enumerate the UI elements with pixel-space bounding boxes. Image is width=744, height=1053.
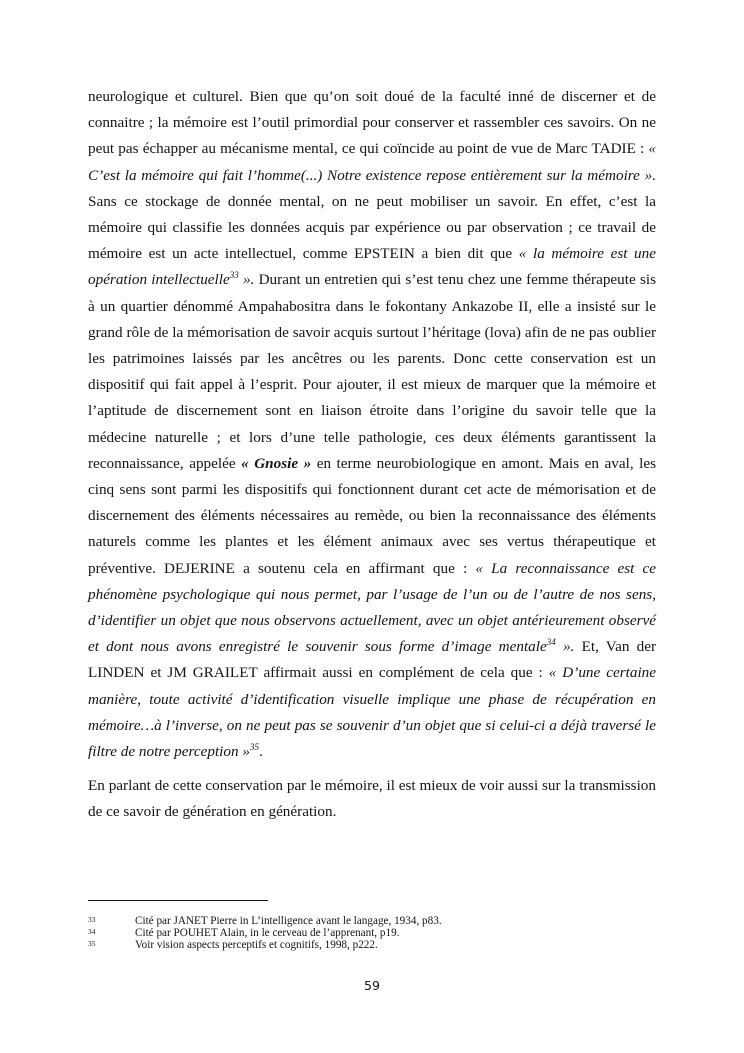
footnote-ref-33: 33 <box>229 270 239 281</box>
text-segment: . <box>258 743 263 761</box>
footnote-number: 33 <box>88 915 96 924</box>
page-number: 59 <box>364 978 380 993</box>
body-text <box>88 84 656 826</box>
footnote-number: 34 <box>88 927 96 936</box>
footnote-33 <box>88 915 648 927</box>
footnote-35 <box>88 939 648 951</box>
quote-dejerine-text: « La reconnaissance est ce phénomène psychologique qui nous permet, par l’usage de l’un ou de l’autre de nos sens, d’identifier un objet que nous observons actuellement, avec un objet antérieurement observé et dont nous avons enregistré le souvenir sous forme d’image mentale <box>88 559 656 656</box>
text-segment: Sans ce stockage de donnée mental, on ne peut mobiliser un savoir. En effet, c’est la mémoire qui classifie les données acquis par expérience ou par observation ; ce travail de mémoire est un acte intellectuel, comme EPSTEIN a bien dit que <box>88 192 656 263</box>
text-segment: en terme neurobiologique en amont. Mais en aval, les cinq sens sont parmi les dispositifs qui fonctionnent durant cet acte de mémorisation et de discernement des éléments nécessaires au remède, ou bien la reconnaissance des éléments naturels comme les plantes et les élément animaux avec ses vertus thérapeutique et préventive. DEJERINE a soutenu cela en affirmant que : <box>88 454 656 577</box>
footnote-34 <box>88 927 648 939</box>
term-gnosie: « Gnosie » <box>241 454 312 472</box>
text-segment: Et, Van der LINDEN et JM GRAILET affirmait aussi en complément de cela que : <box>88 638 657 682</box>
footnote-text: Cité par JANET Pierre in L’intelligence avant le langage, 1934, p83. <box>135 915 442 927</box>
footnote-text: Cité par POUHET Alain, in le cerveau de l’apprenant, p19. <box>135 927 400 939</box>
footnote-separator <box>88 900 268 901</box>
footnotes <box>88 915 648 951</box>
footnote-number: 35 <box>88 939 96 948</box>
text-segment: neurologique et culturel. Bien que qu’on soit doué de la faculté inné de discerner et de connaitre ; la mémoire est l’outil primordial pour conserver et rassembler ces savoirs. On ne peut pas échapper au mécanisme mental, ce qui coïncide au point de vue de Marc TADIE : <box>88 88 656 158</box>
footnote-ref-35: 35 <box>249 742 259 753</box>
quote-close: ». <box>555 638 575 656</box>
footnote-text: Voir vision aspects perceptifs et cognitifs, 1998, p222. <box>135 939 378 951</box>
quote-linden-text: « D’une certaine manière, toute activité d’identification visuelle implique une phase de récupération en mémoire…à l’inverse, on ne peut pas se souvenir d’un objet que si celui-ci a déjà traversé le filtre de notre perception » <box>88 664 656 761</box>
text-segment: Durant un entretien qui s’est tenu chez une femme thérapeute sis à un quartier dénommé Ampahabositra dans le fokontany Ankazobe II, elle a insisté sur le grand rôle de la mémorisation de savoir acquis surtout l’héritage (lova) afin de ne pas oublier les patrimoines laissés par les ancêtres ou les parents. Donc cette conservation est un dispositif qui fait appel à l’esprit. Pour ajouter, il est mieux de marquer que la mémoire et l’aptitude de discernement sont en liaison étroite dans l’origine du savoir telle que la médecine naturelle ; et lors d’une telle pathologie, ces deux éléments garantissent la reconnaissance, appelée <box>88 271 656 472</box>
footnote-ref-34: 34 <box>546 637 556 648</box>
quote-close: ». <box>238 271 255 289</box>
paragraph-1 <box>88 84 656 765</box>
paragraph-2: En parlant de cette conservation par le mémoire, il est mieux de voir aussi sur la transmission de ce savoir de génération en génération. <box>88 777 656 821</box>
quote-tadie: « C’est la mémoire qui fait l’homme(...) Notre existence repose entièrement sur la mémoire ». <box>88 140 656 184</box>
quote-epstein-text: « la mémoire est une opération intellectuelle <box>88 245 656 289</box>
